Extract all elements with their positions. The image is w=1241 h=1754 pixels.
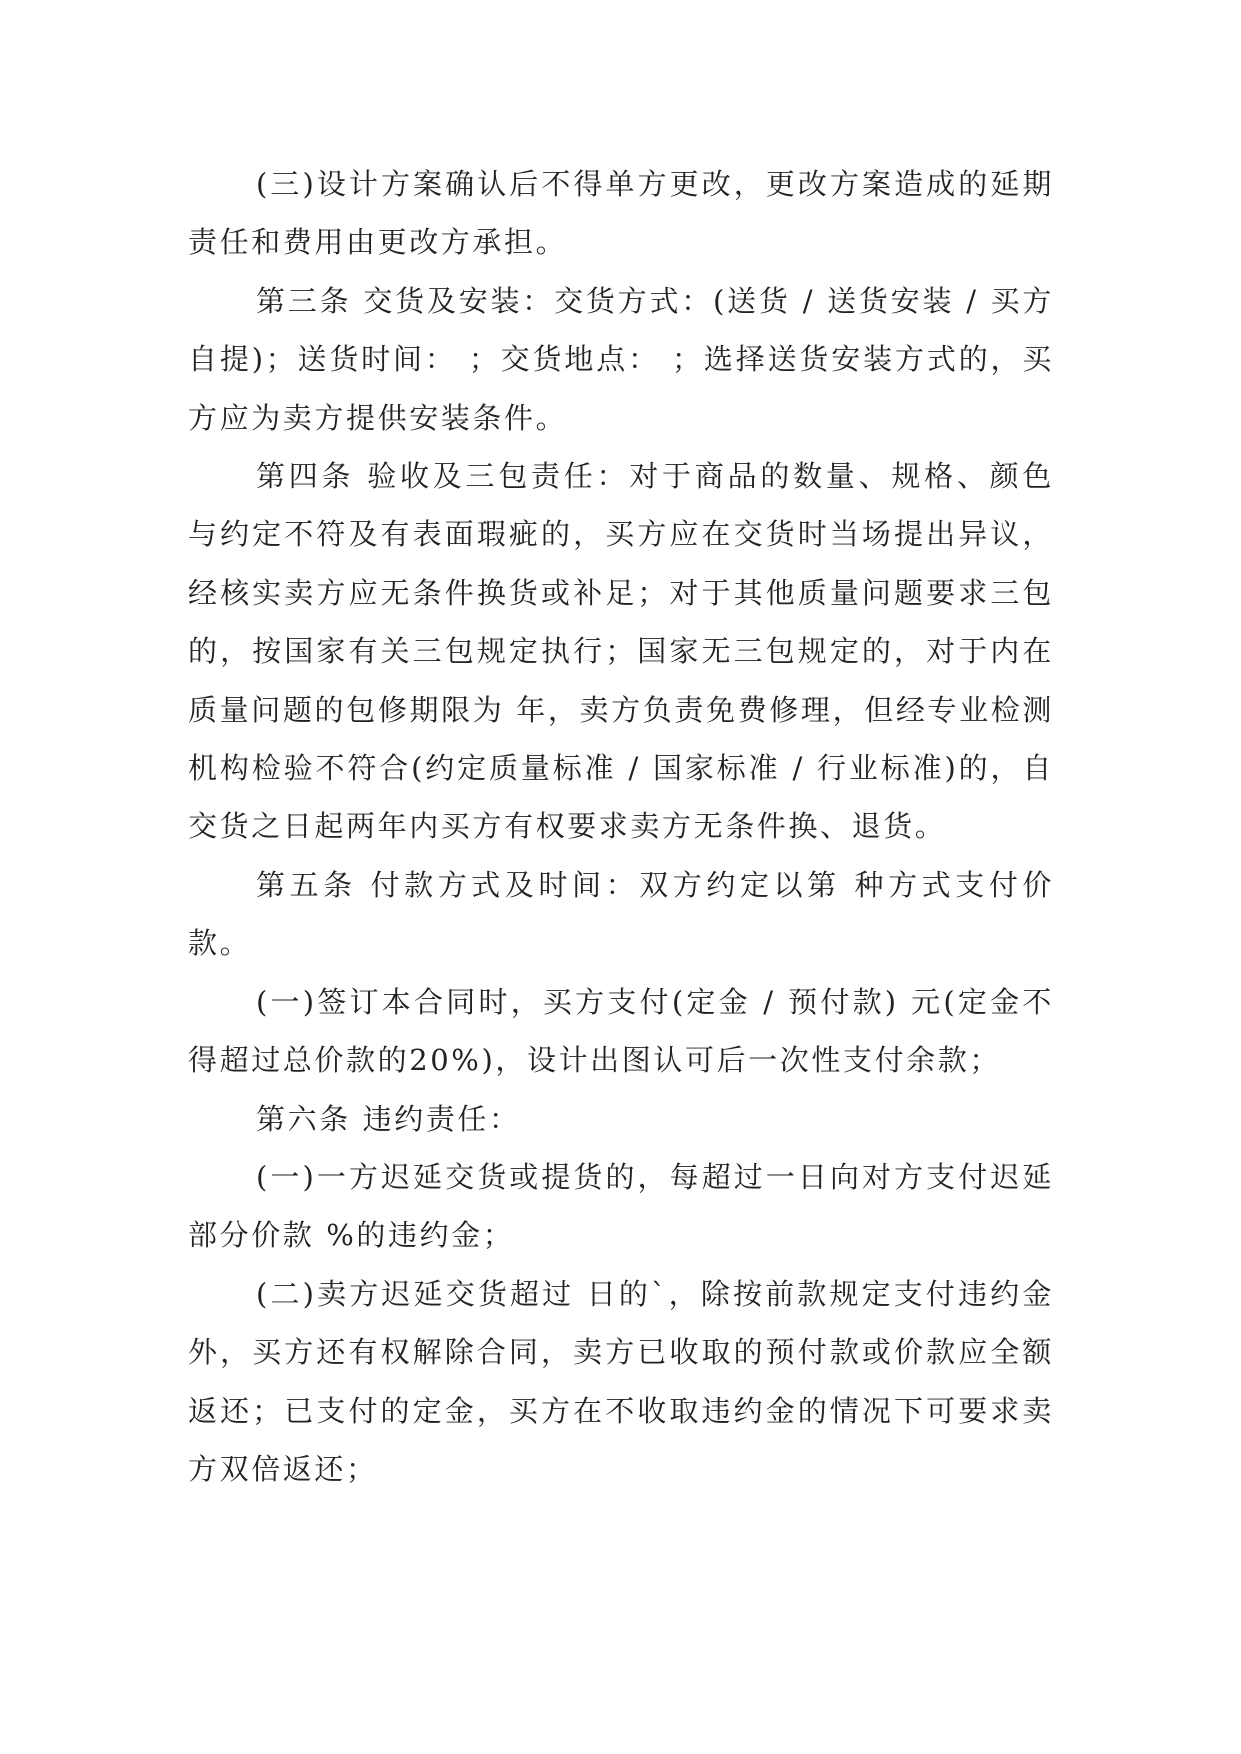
paragraph-article-3-delivery: 第三条 交货及安装：交货方式：(送货 / 送货安装 / 买方自提)；送货时间： ；交货地点： ；选择送货安装方式的，买方应为卖方提供安装条件。: [188, 283, 1054, 435]
paragraph-article-5-payment: 第五条 付款方式及时间：双方约定以第 种方式支付价款。: [188, 867, 1054, 961]
paragraph-payment-deposit: (一)签订本合同时，买方支付(定金 / 预付款) 元(定金不得超过总价款的20%)，设计出图认可后一次性支付余款；: [188, 984, 1054, 1078]
paragraph-article-6-liability: 第六条 违约责任：: [256, 1101, 521, 1136]
paragraph-seller-delay-termination: (二)卖方迟延交货超过 日的`，除按前款规定支付违约金外，买方还有权解除合同，卖方已收取的预付款或价款应全额返还；已支付的定金，买方在不收取违约金的情况下可要求卖方双倍返还；: [188, 1276, 1054, 1486]
paragraph-design-change: (三)设计方案确认后不得单方更改，更改方案造成的延期责任和费用由更改方承担。: [188, 167, 1054, 260]
paragraph-article-4-acceptance: 第四条 验收及三包责任：对于商品的数量、规格、颜色与约定不符及有表面瑕疵的，买方应在交货时当场提出异议，经核实卖方应无条件换货或补足；对于其他质量问题要求三包的，按国家有关三包规定执行；国家无三包规定的，对于内在质量问题的包修期限为 年，卖方负责免费修理，但经专业检测机构检验不符合(约定质量标准 / 国家标准 / 行业标准)的，自交货之日起两年内买方有权要求卖方无条件换、退货。: [188, 459, 1054, 844]
paragraph-late-delivery-penalty: (一)一方迟延交货或提货的，每超过一日向对方支付迟延部分价款 %的违约金；: [188, 1159, 1054, 1253]
contract-text: [188, 155, 1054, 1498]
